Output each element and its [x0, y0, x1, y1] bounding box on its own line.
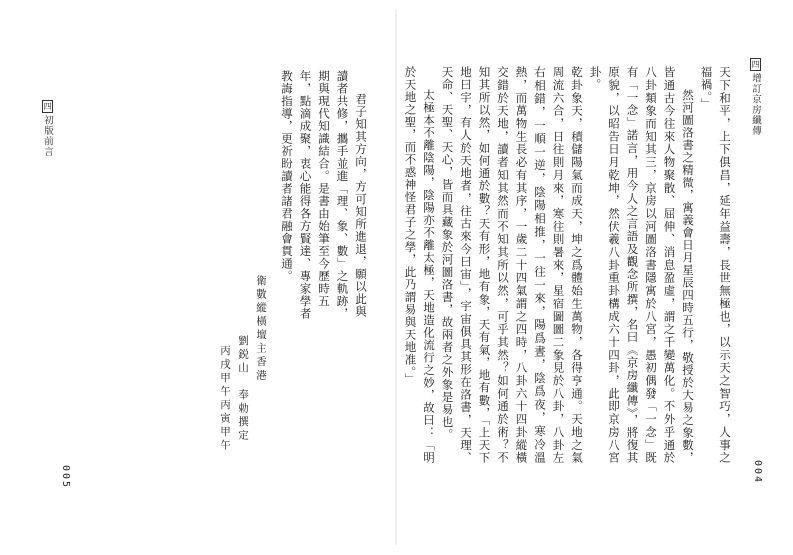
preface-text: [270, 70, 370, 325]
paragraph: 太極本不離陰陽，陰陽亦不離太極，天地造化流行之妙，故曰：「明於天地之聖，而不惑神怪君子之學，此乃謂易與天地准。」: [403, 66, 436, 464]
page-number: 005: [60, 465, 71, 490]
page-number: 004: [752, 460, 763, 485]
main-text: [403, 66, 734, 464]
paragraph: 然河圖洛書之精微，寓義會日月星辰四時五行，敬授於大易之象數，皆通古今往來人物聚散、屈伸、消息盈虛，謂之千變萬化。不外乎通於八卦類象而知其三，京房以河圖洛書隱寓於八宮，愚初偶發「一念」既有「一念」諾言，用今人之言語及觀念所撰，名曰《京房纖傳》，將復其原貌，以昭告日月乾坤，然伏羲八卦重卦構成六十四卦，此即京房八宮卦。: [588, 66, 695, 464]
running-head-left: [42, 100, 53, 157]
signature-line: 劉鋭山 奉勅撰定: [237, 335, 249, 443]
signature-line: 衛數縱橫壇主香港: [255, 275, 267, 383]
signature-block: [200, 275, 270, 475]
left-page: [0, 0, 396, 555]
running-head-box: 四: [43, 102, 52, 111]
paragraph: 君子知其方向，方可知所進退，願以此與讀者共修，攜手並進「理、象、數」之軌跡，期與現代知識結合。是書由始筆至今歷時五年，點滴成聚，衷心能得各方賢達、專家學者教誨指導，更祈盼讀者諸君融會貫通。: [280, 70, 368, 320]
running-head-box: 四: [751, 60, 760, 69]
running-head-title: 初版前言: [42, 115, 53, 157]
paragraph: 天下和平，上下俱昌，延年益壽，長世無極也，以示天之智巧，人事之福禍。」: [699, 66, 732, 464]
running-head-right: [750, 58, 761, 136]
running-head-title: 增訂京房纖傳: [750, 73, 761, 136]
signature-line: 丙戌甲午丙寅甲午: [219, 345, 231, 453]
paragraph: 乾卦象天，積儲陽氣而成天，坤之爲體始生萬物，各得亨通。天地之氣周流六合，日往則月來，寒往則暑來，星宿圖圖二象見於八卦，八卦左右相錯，一順一逆，陰陽相推，一往一來，陽爲晝，陰爲夜，寒冷溫熱，而萬物生長必有其序，一歲二十四氣謂之四時，八卦六十四卦縱橫交錯於天地，讀者知其然而不知其所以然，可乎其然？如何通於術？不知其所以然，如何通於數？天有形，地有象，天有氣，地有數，「上天下地曰宇，有人於天地者，往古來今曰宙」，宇宙俱具其形在洛書，天理、天命、天聖、天心，皆而具藏象於河圖洛書，故兩者之外象是易也。: [440, 66, 584, 464]
